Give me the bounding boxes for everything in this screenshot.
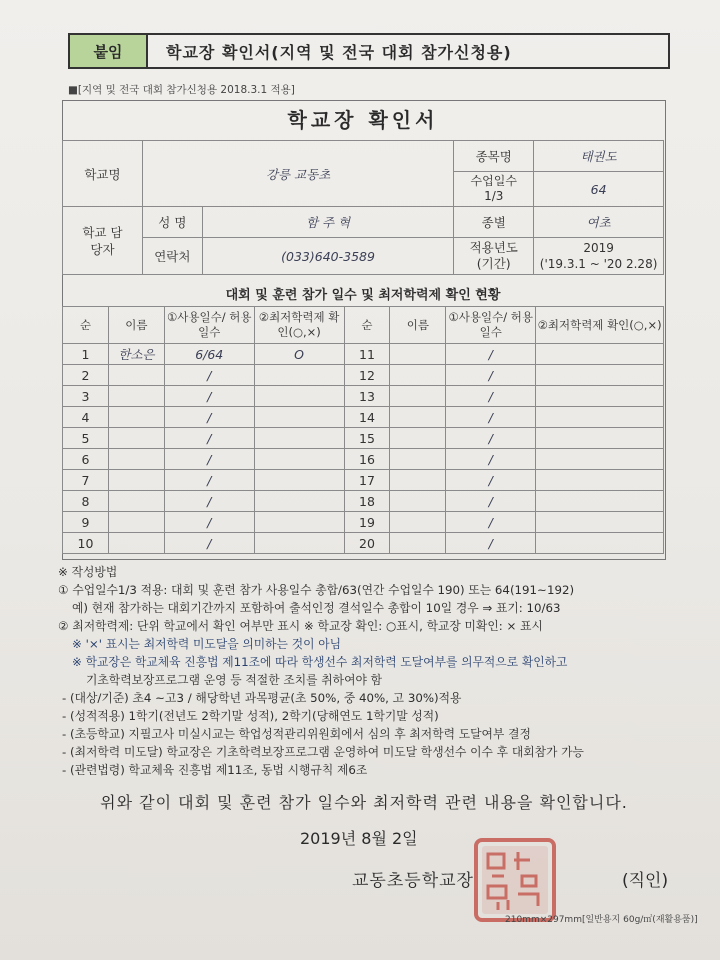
row-check [536,449,664,470]
row-no: 6 [63,449,109,470]
row-days: / [164,491,254,512]
contact-value: (033)640-3589 [202,238,454,275]
table-row [63,470,664,491]
row-no: 14 [344,407,390,428]
table-row [63,344,664,365]
gender-label: 종별 [454,207,534,238]
section-title: 대회 및 훈련 참가 일수 및 최저학력제 확인 현황 [225,288,501,303]
classdays-label: 수업일수 1/3 [454,172,534,207]
table-row [63,386,664,407]
row-check [536,533,664,554]
stamp-label: (직인) [622,871,669,891]
row-no: 18 [344,491,390,512]
row-no: 8 [63,491,109,512]
row-name [108,407,164,428]
instruction-line: - (초등학교) 지필고사 미실시교는 학업성적관리위원회에서 심의 후 최저학력 도달여부 결정 [62,727,531,741]
row-name [108,491,164,512]
instruction-line: ※ 학교장은 학교체육 진흥법 제11조에 따라 학생선수 최저학력 도달여부를 의무적으로 확인하고 [72,655,568,669]
instruction-line: - (최저학력 미도달) 학교장은 기초학력보장프로그램 운영하여 미도달 학생선수 이수 후 대회참가 가능 [62,745,584,759]
row-days: / [164,407,254,428]
row-days: / [164,533,254,554]
teacher-label: 학교 담당자 [63,207,143,275]
row-days: / [446,533,536,554]
attachment-tag: 붙임 [70,35,148,67]
sport-value: 태권도 [534,141,664,172]
row-check [254,491,344,512]
row-check [254,386,344,407]
col-header-check: ②최저학력제 확인(○,×) [536,307,664,344]
row-name [108,365,164,386]
row-check [254,407,344,428]
row-check [254,533,344,554]
row-name [108,428,164,449]
row-days: / [164,365,254,386]
instructions [58,563,678,779]
school-label: 학교명 [63,141,143,207]
contact-label: 연락처 [142,238,202,275]
document-title: 학교장 확인서 [287,108,439,132]
row-check [536,512,664,533]
row-days: / [164,449,254,470]
instruction-line: 예) 현재 참가하는 대회기간까지 포함하여 출석인정 결석일수 총합이 10일 경우 ⇒ 표기: 10/63 [72,601,561,615]
row-no: 11 [344,344,390,365]
col-header-no: 순 [344,307,390,344]
row-name [390,533,446,554]
instruction-line: 기초학력보장프로그램 운영 등 적절한 조치를 취하여야 함 [86,673,382,687]
row-days: / [446,365,536,386]
row-no: 2 [63,365,109,386]
principal-signature: 교동초등학교장 [352,871,474,891]
row-check [536,344,664,365]
year-label: 적용년도 (기간) [454,238,534,275]
row-check [536,365,664,386]
year-value: 2019 [583,241,614,255]
school-value: 강릉 교동초 [142,141,453,207]
row-name [390,386,446,407]
row-name [390,407,446,428]
row-no: 20 [344,533,390,554]
row-name [390,344,446,365]
row-days: / [164,512,254,533]
row-name [108,470,164,491]
form-note: ■[지역 및 전국 대회 참가신청용 2018.3.1 적용] [68,84,295,96]
row-name [390,365,446,386]
row-check [536,470,664,491]
row-check [536,428,664,449]
col-header-check: ②최저학력제 확인(○,×) [254,307,344,344]
row-check: O [254,344,344,365]
sport-label: 종목명 [454,141,534,172]
row-days: / [446,428,536,449]
official-seal-stamp [470,836,560,924]
row-name [390,512,446,533]
row-no: 12 [344,365,390,386]
paper-spec: 210mm×297mm[일반용지 60g/㎡(재활용품)] [505,915,698,925]
row-days: / [446,344,536,365]
row-check [536,491,664,512]
row-no: 5 [63,428,109,449]
confirmation-text: 위와 같이 대회 및 훈련 참가 일수와 최저학력 관련 내용을 확인합니다. [100,793,628,812]
col-header-no: 순 [63,307,109,344]
instruction-line: ① 수업일수1/3 적용: 대회 및 훈련 참가 사용일수 총합/63(연간 수업일수 190) 또는 64(191~192) [58,583,575,597]
classdays-value: 64 [534,172,664,207]
row-check [254,512,344,533]
table-row [63,491,664,512]
row-check [254,449,344,470]
table-row [63,365,664,386]
year-cell [534,238,664,275]
instruction-line: ※ 작성방법 [58,565,118,579]
col-header-days: ①사용일수/ 허용일수 [164,307,254,344]
row-days: / [164,386,254,407]
row-days: / [446,449,536,470]
row-days: / [446,386,536,407]
row-days: / [164,428,254,449]
name-label: 성 명 [142,207,202,238]
row-no: 1 [63,344,109,365]
table-row [63,428,664,449]
row-no: 4 [63,407,109,428]
col-header-name: 이름 [108,307,164,344]
row-name [108,386,164,407]
row-days: 6/64 [164,344,254,365]
row-no: 17 [344,470,390,491]
row-days: / [446,407,536,428]
period-value: ('19.3.1 ~ '20 2.28) [539,257,658,271]
instruction-line: - (대상/기준) 초4 ~고3 / 해당학년 과목평균(초 50%, 중 40%, 고 30%)적용 [62,691,462,705]
row-name [108,533,164,554]
col-header-days: ①사용일수/ 허용일수 [446,307,536,344]
table-row [63,533,664,554]
info-table [62,140,664,275]
row-name [390,491,446,512]
row-no: 16 [344,449,390,470]
row-days: / [446,491,536,512]
row-name: 한소은 [108,344,164,365]
header-title: 학교장 확인서(지역 및 전국 대회 참가신청용) [166,42,512,62]
table-row [63,512,664,533]
row-no: 15 [344,428,390,449]
status-table [62,306,664,554]
issue-date: 2019년 8월 2일 [300,829,418,848]
row-check [254,365,344,386]
row-days: / [164,470,254,491]
row-check [254,470,344,491]
row-check [536,386,664,407]
instruction-line: ※ '×' 표시는 최저학력 미도달을 의미하는 것이 아님 [72,637,342,651]
col-header-name: 이름 [390,307,446,344]
table-row [63,407,664,428]
row-no: 13 [344,386,390,407]
gender-value: 여초 [534,207,664,238]
row-name [390,449,446,470]
row-no: 3 [63,386,109,407]
row-no: 9 [63,512,109,533]
name-value: 함 주 혁 [202,207,454,238]
row-check [254,428,344,449]
header-bar [68,33,670,69]
row-no: 19 [344,512,390,533]
instruction-line: ② 최저학력제: 단위 학교에서 확인 여부만 표시 ※ 학교장 확인: ○표시, 학교장 미확인: × 표시 [58,619,543,633]
row-no: 10 [63,533,109,554]
row-name [390,428,446,449]
instruction-line: - (관련법령) 학교체육 진흥법 제11조, 동법 시행규칙 제6조 [62,763,368,777]
row-check [536,407,664,428]
table-row [63,449,664,470]
row-days: / [446,512,536,533]
row-name [390,470,446,491]
instruction-line: - (성적적용) 1학기(전년도 2학기말 성적), 2학기(당해연도 1학기말 성적) [62,709,439,723]
row-no: 7 [63,470,109,491]
row-days: / [446,470,536,491]
row-name [108,449,164,470]
row-name [108,512,164,533]
